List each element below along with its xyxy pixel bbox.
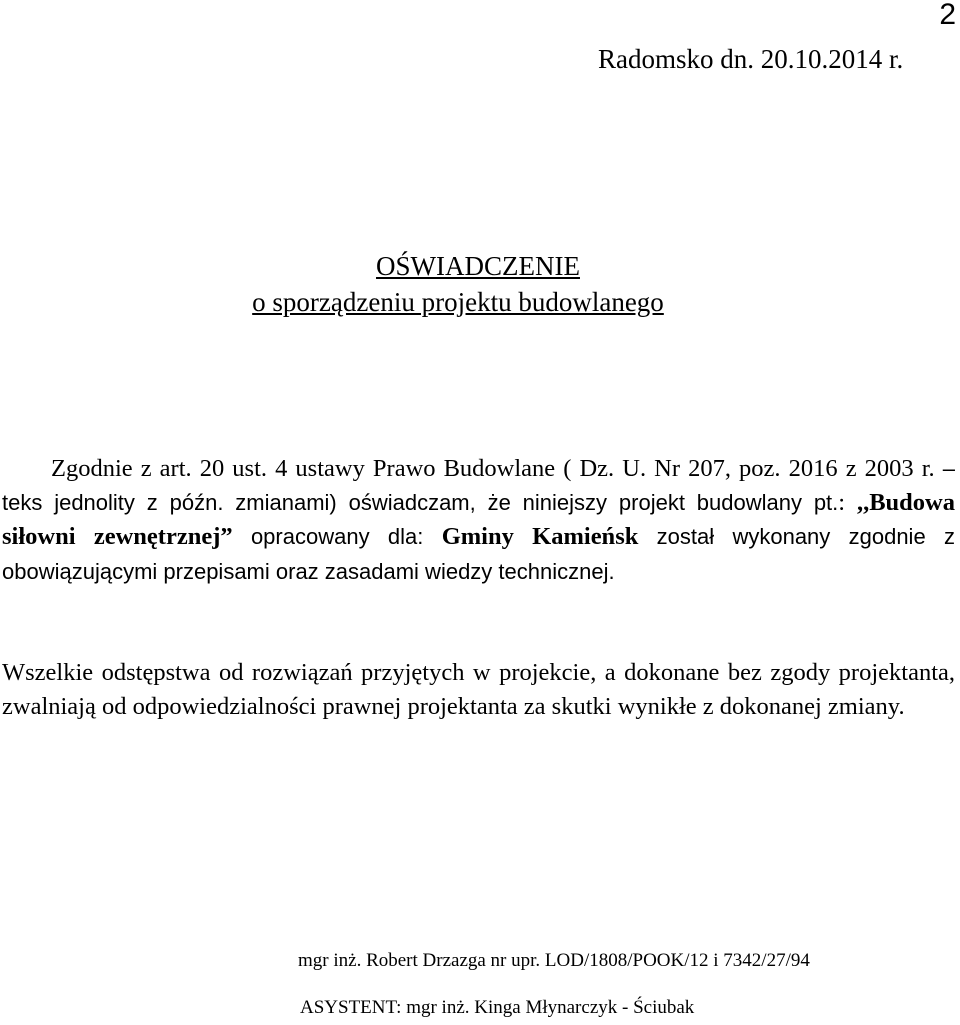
paragraph-text-colon: : — [838, 489, 857, 517]
document-heading — [0, 248, 960, 320]
paragraph-text-serif: Zgodnie z art. 20 ust. 4 ustawy Prawo Budowlane ( Dz. U. Nr 207, poz. 2016 z 2003 r. — [51, 455, 943, 482]
client-name: Gminy Kamieńsk — [441, 523, 639, 551]
page-number: 2 — [939, 0, 956, 31]
paragraph-text-compliance: został wykonany zgodnie z obowiązującymi przepisami oraz zasadami wiedzy technicznej. — [2, 524, 955, 584]
heading-subtitle: o sporządzeniu projektu budowlanego — [252, 287, 664, 317]
paragraph-text-prepared-for: opracowany dla: — [232, 524, 442, 550]
place-and-date: Radomsko dn. 20.10.2014 r. — [598, 44, 904, 74]
assistant-signature-line: ASYSTENT: mgr inż. Kinga Młynarczyk - Ściubak — [300, 997, 695, 1018]
liability-paragraph: Wszelkie odstępstwa od rozwiązań przyjętych w projekcie, a dokonane bez zgody projektanta, zwalniają od odpowiedzialności prawnej projektanta za skutki wynikłe z dokonanej zmiany. — [2, 659, 955, 721]
paragraph-text-sans: – teks jednolity z późn. zmianami) oświadczam, że niniejszy projekt budowlany pt. — [2, 456, 955, 516]
designer-signature-line: mgr inż. Robert Drzazga nr upr. LOD/1808/POOK/12 i 7342/27/94 — [298, 950, 810, 971]
heading-title: OŚWIADCZENIE — [376, 251, 580, 281]
project-title: ,,Budowa siłowni zewnętrznej” — [2, 489, 955, 551]
statement-paragraph — [2, 452, 955, 589]
